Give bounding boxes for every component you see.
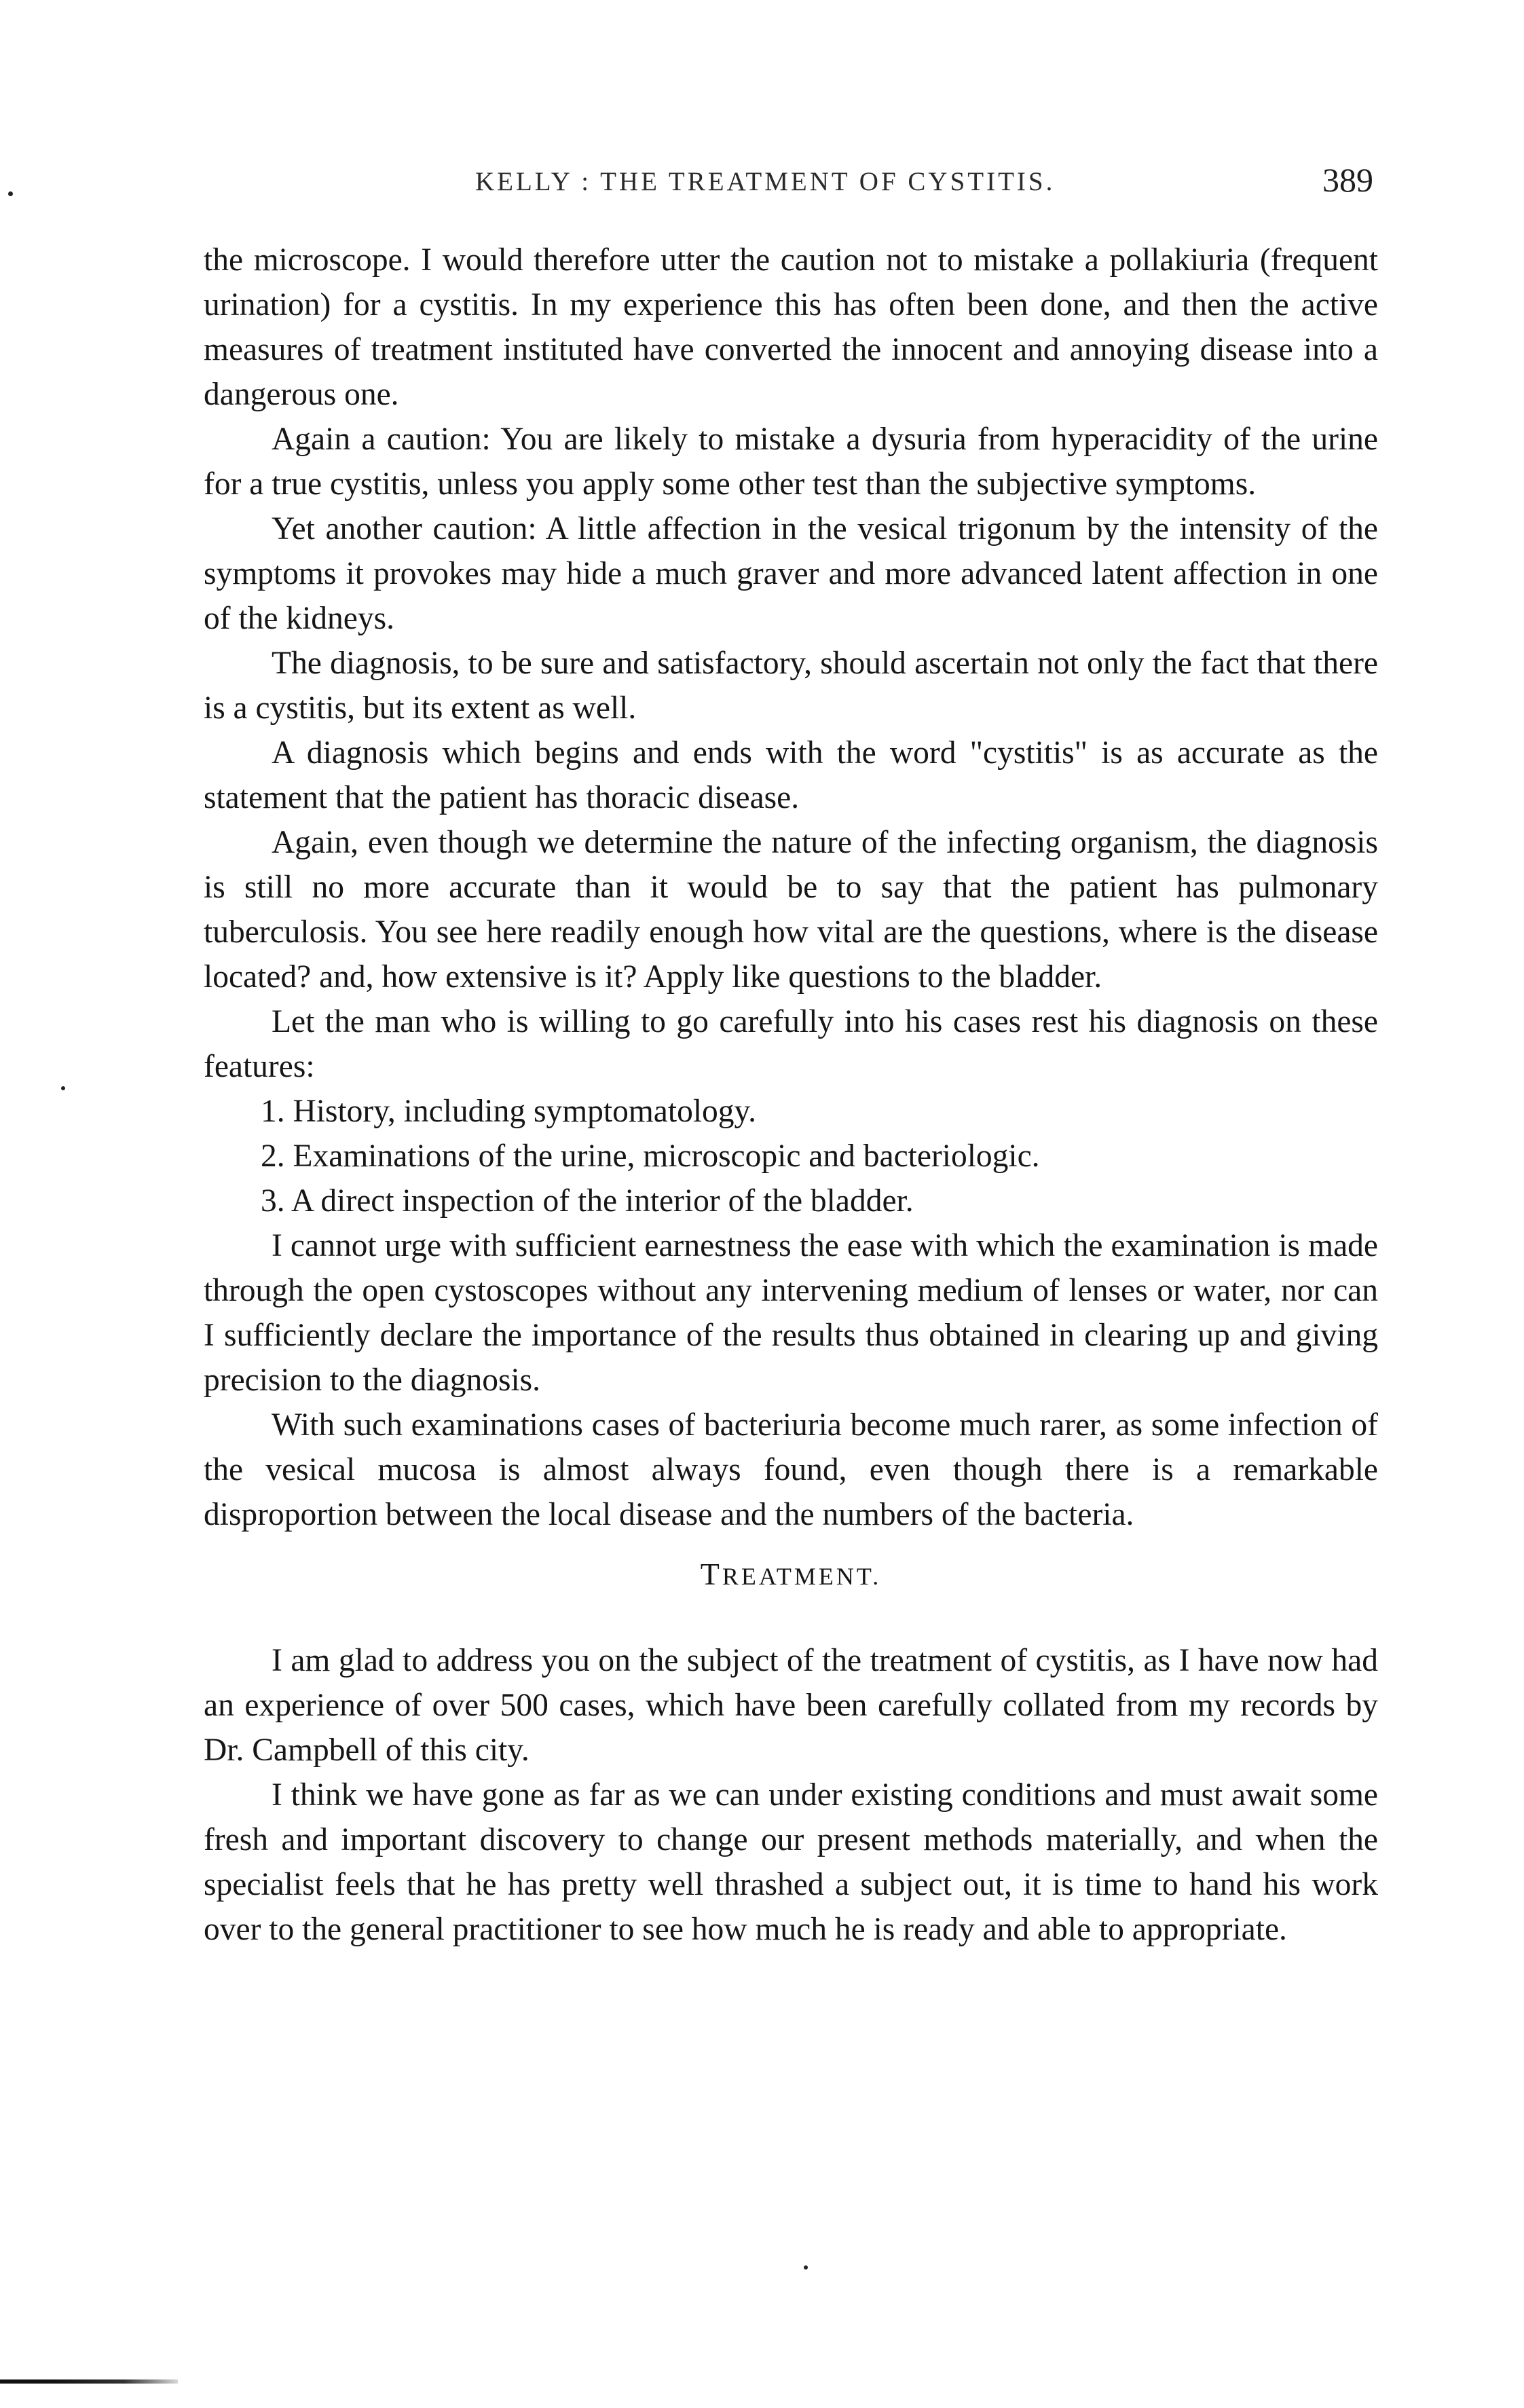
- paragraph: A diagnosis which begins and ends with the word "cystitis" is as accurate as the statement that the patient has thoracic disease.: [204, 735, 1378, 815]
- section-heading-rest: REATMENT.: [722, 1563, 882, 1590]
- list-item-urine-exam: 2. Examinations of the urine, microscopic and bacteriologic.: [261, 1138, 1040, 1174]
- page-edge-mark: [0, 2379, 178, 2384]
- paragraph: With such examinations cases of bacteriuria become much rarer, as some infection of the vesical mucosa is almost always found, even though there is a remarkable disproportion between the local disease and the numbers of the bacteria.: [204, 1407, 1378, 1532]
- page-number: 389: [1322, 161, 1373, 199]
- list-item-inspection: 3. A direct inspection of the interior of the bladder.: [261, 1183, 914, 1219]
- body-text: [204, 238, 1378, 1952]
- section-heading: [204, 1552, 1378, 1599]
- paragraph: Let the man who is willing to go carefully into his cases rest his diagnosis on these features:: [204, 1004, 1378, 1084]
- paragraph: I think we have gone as far as we can under existing conditions and must await some fresh and important discovery to change our present methods materially, and when the specialist feels that he has pretty well thrashed a subject out, it is time to hand his work over to the general practitioner to see how much he is ready and able to appropriate.: [204, 1777, 1378, 1947]
- paragraph: I cannot urge with sufficient earnestness the ease with which the examination is made through the open cystoscopes without any intervening medium of lenses or water, nor can I sufficiently declare the importance of the results thus obtained in clearing up and giving precision to the diagnosis.: [204, 1228, 1378, 1398]
- margin-speck: [61, 1086, 65, 1090]
- list-item-history: 1. History, including symptomatology.: [261, 1094, 757, 1129]
- paragraph: I am glad to address you on the subject of the treatment of cystitis, as I have now had an experience of over 500 cases, which have been carefully collated from my records by Dr. Campbell of this city.: [204, 1643, 1378, 1768]
- margin-speck: [804, 2265, 808, 2270]
- paragraph: the microscope. I would therefore utter the caution not to mistake a pollakiuria (frequent urination) for a cystitis. In my experience this has often been done, and then the active measures of treatment instituted have converted the innocent and annoying disease into a dangerous one.: [204, 242, 1378, 412]
- margin-speck: [8, 191, 13, 196]
- paragraph: The diagnosis, to be sure and satisfactory, should ascertain not only the fact that there is a cystitis, but its extent as well.: [204, 646, 1378, 726]
- paragraph: Yet another caution: A little affection in the vesical trigonum by the intensity of the symptoms it provokes may hide a much graver and more advanced latent affection in one of the kidneys.: [204, 511, 1378, 636]
- running-head: KELLY : THE TREATMENT OF CYSTITIS.: [475, 167, 1056, 196]
- paragraph: Again a caution: You are likely to mistake a dysuria from hyperacidity of the urine for a true cystitis, unless you apply some other test than the subjective symptoms.: [204, 422, 1378, 502]
- paragraph: Again, even though we determine the nature of the infecting organism, the diagnosis is still no more accurate than it would be to say that the patient has pulmonary tuberculosis. You see here readily enough how vital are the questions, where is the disease located? and, how extensive is it? Apply like questions to the bladder.: [204, 825, 1378, 995]
- section-heading-cap: T: [700, 1557, 722, 1591]
